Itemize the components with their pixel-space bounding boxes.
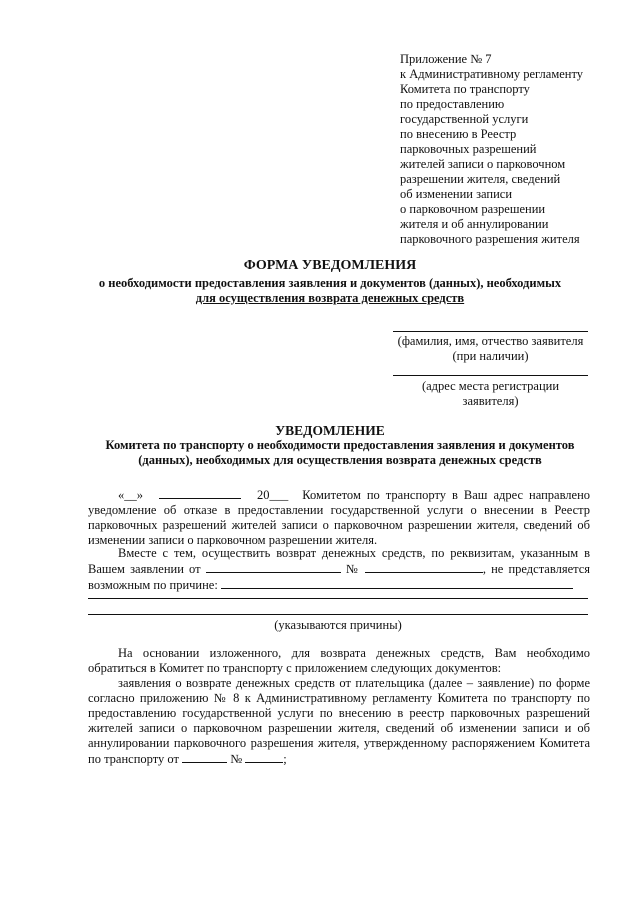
application-number-blank xyxy=(365,561,483,573)
paragraph-documents xyxy=(88,646,590,676)
applicant-name-caption xyxy=(388,334,593,364)
annex-line: о парковочном разрешении xyxy=(400,202,546,216)
paragraph-refusal xyxy=(88,487,590,548)
paragraph-refund xyxy=(88,546,590,593)
annex-line: разрешении жителя, сведений xyxy=(400,172,561,186)
annex-line: парковочных разрешений xyxy=(400,142,537,156)
form-subtitle-line: для осуществления возврата денежных средств xyxy=(195,291,465,305)
caption-line: (адрес места регистрации xyxy=(421,379,560,393)
refund-text-end: , не представляется возможным по причине: xyxy=(88,562,591,592)
annex-line: государственной услуги xyxy=(400,112,529,126)
reason-line xyxy=(88,614,588,615)
refund-text-start: Вместе с тем, осуществить возврат денежных средств, по реквизитам, указанным в Вашем заявлении от xyxy=(88,546,590,576)
caption-line: (при наличии) xyxy=(452,349,529,363)
applicant-address-line xyxy=(393,375,588,376)
paragraph-application xyxy=(88,676,590,767)
form-subtitle-line: о необходимости предоставления заявления и документов (данных), необходимых xyxy=(98,276,562,290)
reasons-caption: (указываются причины) xyxy=(274,618,402,632)
annex-line: парковочного разрешения жителя xyxy=(400,232,580,246)
application-date-blank xyxy=(206,561,341,573)
annex-line: Комитета по транспорту xyxy=(400,82,530,96)
annex-line: жителей записи о парковочном xyxy=(400,157,566,171)
order-date-blank xyxy=(182,751,227,763)
reason-first-blank xyxy=(221,577,573,589)
annex-line: об изменении записи xyxy=(400,187,513,201)
number-sign: № xyxy=(230,752,243,766)
annex-header xyxy=(400,52,625,247)
annex-line: жителя и об аннулировании xyxy=(400,217,549,231)
application-text: заявления о возврате денежных средств от плательщика (далее – заявление) по форме согласно приложению № 8 к Административному регламенту Комитета по транспорту по предоставлению государственной услуги по внесению в реестр парковочных разрешений жителей записи о парковочном разрешении жителя, сведений об изменении записи и об аннулировании парковочного разрешения жителя, утвержденному распоряжением Комитета по транспорту от xyxy=(88,676,590,766)
notice-subtitle-line: Комитета по транспорту о необходимости предоставления заявления и документов xyxy=(105,438,575,452)
order-number-blank xyxy=(245,751,283,763)
annex-line: по предоставлению xyxy=(400,97,505,111)
notice-subtitle-line: (данных), необходимых для осуществления возврата денежных средств xyxy=(138,453,542,467)
annex-line: по внесению в Реестр xyxy=(400,127,517,141)
number-sign: № xyxy=(345,562,360,576)
applicant-address-caption xyxy=(388,379,593,409)
notice-subtitle xyxy=(70,438,610,468)
notice-title: УВЕДОМЛЕНИЕ xyxy=(275,423,385,438)
application-end: ; xyxy=(283,752,287,766)
form-subtitle xyxy=(60,276,600,306)
annex-line: к Административному регламенту xyxy=(400,67,584,81)
annex-line: Приложение № 7 xyxy=(400,52,492,66)
applicant-name-line xyxy=(393,331,588,332)
refusal-text: Комитетом по транспорту в Ваш адрес направлено уведомление об отказе в предоставлении государственной услуги о внесении в Реестр парковочных разрешений жителей записи о парковочном разрешении жителя, сведений об изменении записи о парковочном разрешении жителя. xyxy=(88,488,591,547)
caption-line: заявителя) xyxy=(462,394,519,408)
date-year-field: 20___ xyxy=(257,488,289,502)
date-month-blank xyxy=(159,487,241,499)
reason-line xyxy=(88,598,588,599)
caption-line: (фамилия, имя, отчество заявителя xyxy=(397,334,584,348)
documents-intro: На основании изложенного, для возврата денежных средств, Вам необходимо обратиться в Комитет по транспорту с приложением следующих документов: xyxy=(88,646,590,675)
date-day-field: «__» xyxy=(118,488,143,502)
form-title: ФОРМА УВЕДОМЛЕНИЯ xyxy=(243,258,417,273)
